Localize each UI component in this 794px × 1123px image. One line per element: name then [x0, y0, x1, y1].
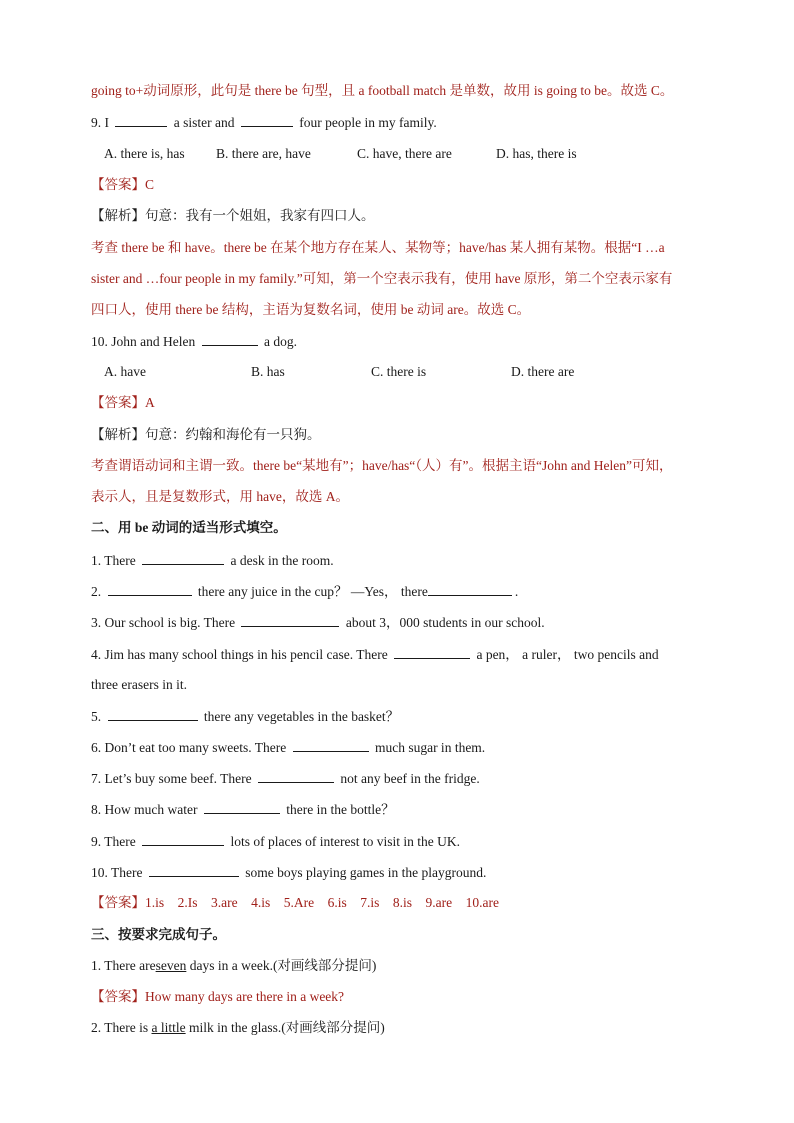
s2-9-b: lots of places of interest to visit in the UK.: [230, 834, 460, 849]
s2-10-b: some boys playing games in the playground.: [245, 865, 487, 880]
s2-9-blank[interactable]: [142, 831, 224, 846]
q10-option-b[interactable]: B. has: [251, 364, 285, 379]
s2-3-blank[interactable]: [241, 612, 339, 627]
s2-item-7: [91, 768, 480, 789]
q10-answer: 【答案】A: [91, 395, 155, 410]
section-3-heading: 三、按要求完成句子。: [91, 927, 226, 942]
s2-2-blank-1[interactable]: [108, 581, 192, 596]
s2-5-blank[interactable]: [108, 706, 198, 721]
s2-4-b: a pen， a ruler， two pencils and: [476, 647, 659, 662]
s2-item-4: [91, 644, 659, 665]
s2-7-a: 7. Let’s buy some beef. There: [91, 771, 252, 786]
q10-option-d[interactable]: D. there are: [511, 364, 575, 379]
s3-1-b: days in a week.(对画线部分提问): [189, 958, 377, 973]
q10-analysis-2: 考查谓语动词和主谓一致。there be“某地有”；have/has“（人）有”。根据主语“John and Helen”可知，: [91, 458, 673, 473]
s2-2-blank-2[interactable]: [428, 581, 512, 596]
s2-9-a: 9. There: [91, 834, 136, 849]
s2-2-b: there any juice in the cup？ —Yes， there: [197, 584, 428, 599]
s2-item-1: [91, 550, 334, 571]
s2-1-b: a desk in the room.: [230, 553, 334, 568]
s2-1-blank[interactable]: [142, 550, 224, 565]
q9-part-c: four people in my family.: [299, 115, 437, 130]
s2-3-a: 3. Our school is big. There: [91, 615, 236, 630]
s2-8-a: 8. How much water: [91, 802, 198, 817]
section-2-heading: 二、用 be 动词的适当形式填空。: [91, 520, 287, 535]
s3-2-b: milk in the glass.(对画线部分提问): [189, 1020, 385, 1035]
q10-analysis-3: 表示人，且是复数形式，用 have，故选 A。: [91, 489, 349, 504]
q9-option-b[interactable]: B. there are, have: [216, 146, 311, 161]
s2-6-b: much sugar in them.: [374, 740, 486, 755]
s2-6-a: 6. Don’t eat too many sweets. There: [91, 740, 287, 755]
q9-option-a[interactable]: A. there is, has: [104, 146, 185, 161]
s2-4-a: 4. Jim has many school things in his pencil case. There: [91, 647, 388, 662]
q10-part-b: a dog.: [263, 334, 297, 349]
s2-10-a: 10. There: [91, 865, 143, 880]
s2-item-5: [91, 706, 399, 727]
s3-item-2: [91, 1018, 385, 1038]
s2-7-b: not any beef in the fridge.: [340, 771, 480, 786]
s2-2-a: 2.: [91, 584, 102, 599]
s3-1-answer-text: How many days are there in a week?: [145, 989, 345, 1004]
s2-6-blank[interactable]: [293, 737, 369, 752]
q9-answer: 【答案】C: [91, 177, 155, 192]
q9-analysis-3: sister and …four people in my family.”可知，第一个空表示我有，使用 have 原形，第二个空表示家有: [91, 271, 673, 286]
q10-analysis-1: 【解析】句意：约翰和海伦有一只狗。: [91, 427, 321, 442]
q9-blank-2[interactable]: [241, 112, 293, 127]
q8-analysis-tail: going to+动词原形，此句是 there be 句型，且 a football match 是单数，故用 is going to be。故选 C。: [91, 83, 674, 98]
s2-item-2: [91, 581, 518, 602]
answer-label: 【答案】: [91, 989, 145, 1004]
s2-item-8: [91, 799, 395, 820]
s3-2-a: 2. There is: [91, 1020, 149, 1035]
q9-analysis-2: 考查 there be 和 have。there be 在某个地方存在某人、某物等；have/has 某人拥有某物。根据“I …a: [91, 240, 665, 255]
s3-item-1: [91, 956, 376, 976]
q9-option-d[interactable]: D. has, there is: [496, 146, 577, 161]
s2-answer: 【答案】1.is 2.Is 3.are 4.is 5.Are 6.is 7.is 8.is 9.are 10.are: [91, 895, 499, 910]
q9-analysis-1: 【解析】句意：我有一个姐姐，我家有四口人。: [91, 208, 375, 223]
s2-5-a: 5.: [91, 709, 102, 724]
s2-7-blank[interactable]: [258, 768, 334, 783]
s3-1-underlined: seven: [155, 958, 187, 973]
s2-item-10: [91, 862, 486, 883]
q10-options: [0, 362, 794, 382]
s2-2-c: .: [514, 584, 519, 599]
s2-4-blank[interactable]: [394, 644, 470, 659]
question-9: [91, 112, 437, 133]
question-10: [91, 331, 297, 352]
q9-options: [0, 144, 794, 164]
q9-part-b: a sister and: [173, 115, 235, 130]
s2-3-b: about 3，000 students in our school.: [345, 615, 545, 630]
s2-5-b: there any vegetables in the basket？: [203, 709, 400, 724]
s2-item-4-cont: three erasers in it.: [91, 677, 187, 692]
s2-item-6: [91, 737, 485, 758]
s2-8-b: there in the bottle？: [286, 802, 395, 817]
q10-option-a[interactable]: A. have: [104, 364, 146, 379]
s2-1-a: 1. There: [91, 553, 136, 568]
q10-part-a: 10. John and Helen: [91, 334, 196, 349]
s3-item-1-answer: [91, 987, 344, 1007]
q9-blank-1[interactable]: [115, 112, 167, 127]
q9-analysis-4: 四口人，使用 there be 结构，主语为复数名词，使用 be 动词 are。故选 C。: [91, 302, 531, 317]
q9-part-a: 9. I: [91, 115, 109, 130]
s3-1-a: 1. There are: [91, 958, 156, 973]
s2-8-blank[interactable]: [204, 799, 280, 814]
q10-option-c[interactable]: C. there is: [371, 364, 427, 379]
q9-option-c[interactable]: C. have, there are: [357, 146, 452, 161]
s2-item-9: [91, 831, 460, 852]
q10-blank[interactable]: [202, 331, 258, 346]
s2-10-blank[interactable]: [149, 862, 239, 877]
s2-item-3: [91, 612, 545, 633]
s3-2-underlined: a little: [151, 1020, 186, 1035]
